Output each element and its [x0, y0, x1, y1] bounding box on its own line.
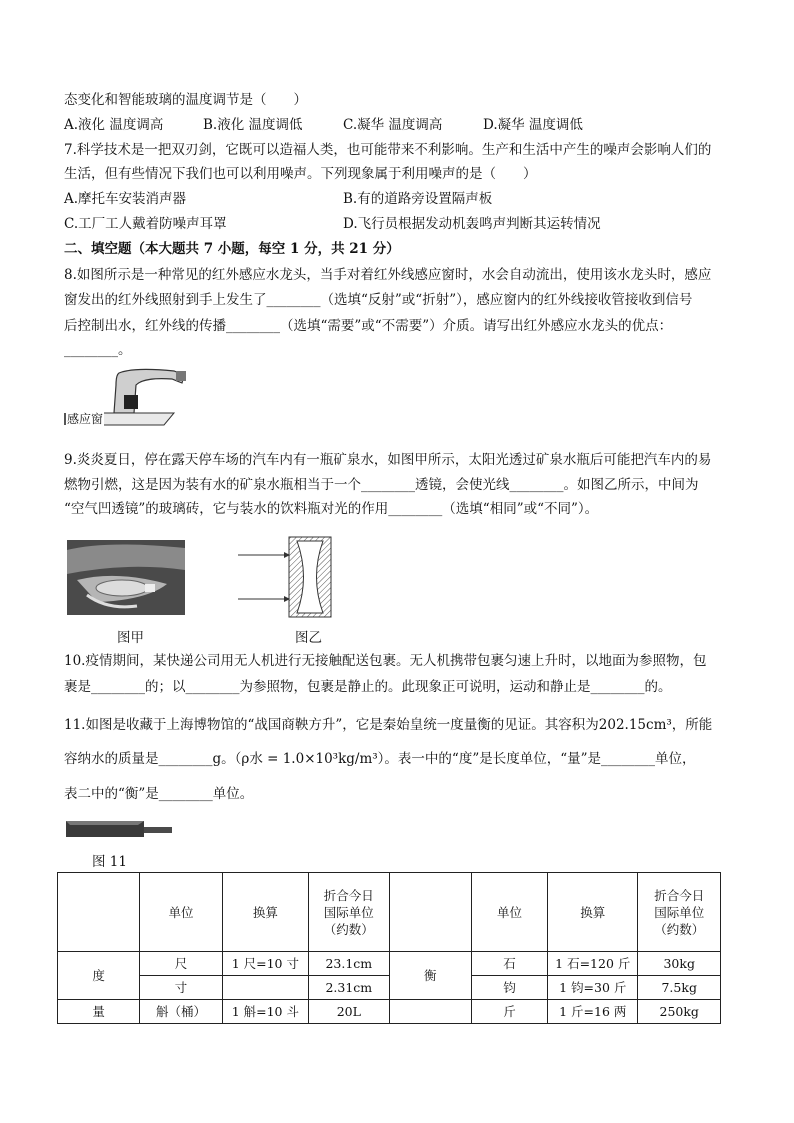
q8-line-4: ________。 — [64, 342, 132, 358]
table-header-cell: 单位 — [140, 873, 222, 952]
table-header-cell: 换算 — [222, 873, 308, 952]
q9-line-1: 9.炎炎夏日，停在露天停车场的汽车内有一瓶矿泉水，如图甲所示，太阳光透过矿泉水瓶后可能把汽车内的易 — [64, 452, 712, 468]
section-heading: 二、填空题（本大题共 7 小题，每空 1 分，共 21 分） — [64, 241, 400, 257]
q7-option-b: B.有的道路旁设置隔声板 — [343, 191, 493, 207]
header-line: 国际单位 — [323, 904, 374, 920]
q9-line-2: 燃物引燃，这是因为装有水的矿泉水瓶相当于一个________透镜，会使光线________。如图乙所示，中间为 — [64, 477, 699, 493]
table-cell: 斛（桶） — [140, 1000, 222, 1024]
category-du: 度 — [58, 952, 140, 1000]
bottle-photo-image — [67, 540, 185, 615]
figure-b-diagram — [236, 535, 336, 620]
table-row — [58, 952, 721, 976]
q10-line-2: 裹是________的；以________为参照物，包裹是静止的。此现象正可说明，运动和静止是________的。 — [64, 679, 672, 695]
q6-option-b: B.液化 温度调低 — [203, 117, 303, 133]
q8-line-3: 后控制出水，红外线的传播________（选填“需要”或“不需要”）介质。请写出红外感应水龙头的优点： — [64, 318, 673, 334]
q8-line-1: 8.如图所示是一种常见的红外感应水龙头，当手对着红外线感应窗时，水会自动流出，使用该水龙头时，感应 — [64, 267, 712, 283]
table-cell: 30kg — [638, 952, 721, 976]
q7-option-a: A.摩托车安装消声器 — [64, 191, 187, 207]
table-cell: 1 尺=10 寸 — [222, 952, 308, 976]
q11-line-1: 11.如图是收藏于上海博物馆的“战国商鞅方升”，它是秦始皇统一度量衡的见证。其容积为202.15cm³，所能 — [64, 717, 713, 733]
table-cell — [222, 976, 308, 1000]
table-cell: 1 钧=30 斤 — [548, 976, 638, 1000]
table-row — [58, 1000, 721, 1024]
table-cell: 寸 — [140, 976, 222, 1000]
table-row — [58, 976, 721, 1000]
table-header-cell — [309, 873, 390, 952]
q7-option-c: C.工厂工人戴着防噪声耳罩 — [64, 216, 227, 232]
q6-stem: 态变化和智能玻璃的温度调节是（ ） — [64, 92, 307, 108]
table-cell: 1 石=120 斤 — [548, 952, 638, 976]
table-cell: 2.31cm — [309, 976, 390, 1000]
q10-line-1: 10.疫情期间，某快递公司用无人机进行无接触配送包裹。无人机携带包裹匀速上升时，以地面为参照物，包 — [64, 653, 707, 669]
table-header-cell: 单位 — [471, 873, 547, 952]
q9-line-3: “空气凹透镜”的玻璃砖，它与装水的饮料瓶对光的作用________（选填“相同”或“不同”）。 — [64, 501, 599, 517]
table-header-cell — [389, 873, 471, 952]
category-heng: 衡 — [389, 952, 471, 1000]
q6-option-c: C.凝华 温度调高 — [343, 117, 443, 133]
faucet-figure — [64, 365, 194, 433]
table-cell: 尺 — [140, 952, 222, 976]
header-line: 国际单位 — [654, 904, 705, 920]
vessel-image — [64, 815, 174, 840]
table-header-cell: 换算 — [548, 873, 638, 952]
header-line: （约数） — [323, 921, 374, 937]
q6-option-a: A.液化 温度调高 — [64, 117, 164, 133]
table-header-cell — [638, 873, 721, 952]
table-cell: 23.1cm — [309, 952, 390, 976]
units-table — [57, 872, 721, 1024]
table-cell: 钧 — [471, 976, 547, 1000]
concave-lens-diagram — [236, 535, 336, 620]
figure-a-caption: 图甲 — [117, 630, 144, 646]
table-cell: 石 — [471, 952, 547, 976]
table-cell: 1 斤=16 两 — [548, 1000, 638, 1024]
header-line: （约数） — [654, 921, 705, 937]
q7-line-1: 7.科学技术是一把双刃剑，它既可以造福人类，也可能带来不利影响。生产和生活中产生的噪声会影响人们的 — [64, 142, 712, 158]
table-cell: 7.5kg — [638, 976, 721, 1000]
q11-line-2: 容纳水的质量是________g。（ρ水 = 1.0×10³kg/m³）。表一中的“度”是长度单位，“量”是________单位， — [64, 751, 696, 767]
q7-option-d: D.飞行员根据发动机轰鸣声判断其运转情况 — [343, 216, 601, 232]
q11-line-3: 表二中的“衡”是________单位。 — [64, 786, 254, 802]
figure-11-caption: 图 11 — [92, 854, 127, 870]
table-cell — [389, 1000, 471, 1024]
header-line: 折合今日 — [323, 887, 374, 903]
table-header-row — [58, 873, 721, 952]
header-line: 折合今日 — [654, 887, 705, 903]
figure-a-photo — [67, 540, 185, 615]
table-header-cell — [58, 873, 140, 952]
table-cell: 1 斛=10 斗 — [222, 1000, 308, 1024]
sensor-window-label: 感应窗 — [67, 412, 104, 426]
table-cell: 250kg — [638, 1000, 721, 1024]
q7-line-2: 生活，但有些情况下我们也可以利用噪声。下列现象属于利用噪声的是（ ） — [64, 166, 537, 182]
table-cell: 20L — [309, 1000, 390, 1024]
category-liang: 量 — [58, 1000, 140, 1024]
table-cell: 斤 — [471, 1000, 547, 1024]
figure-b-caption: 图乙 — [295, 630, 322, 646]
q6-option-d: D.凝华 温度调低 — [483, 117, 583, 133]
q8-line-2: 窗发出的红外线照射到手上发生了________（选填“反射”或“折射”），感应窗内的红外线接收管接收到信号 — [64, 292, 693, 308]
measuring-vessel-photo — [64, 815, 174, 840]
